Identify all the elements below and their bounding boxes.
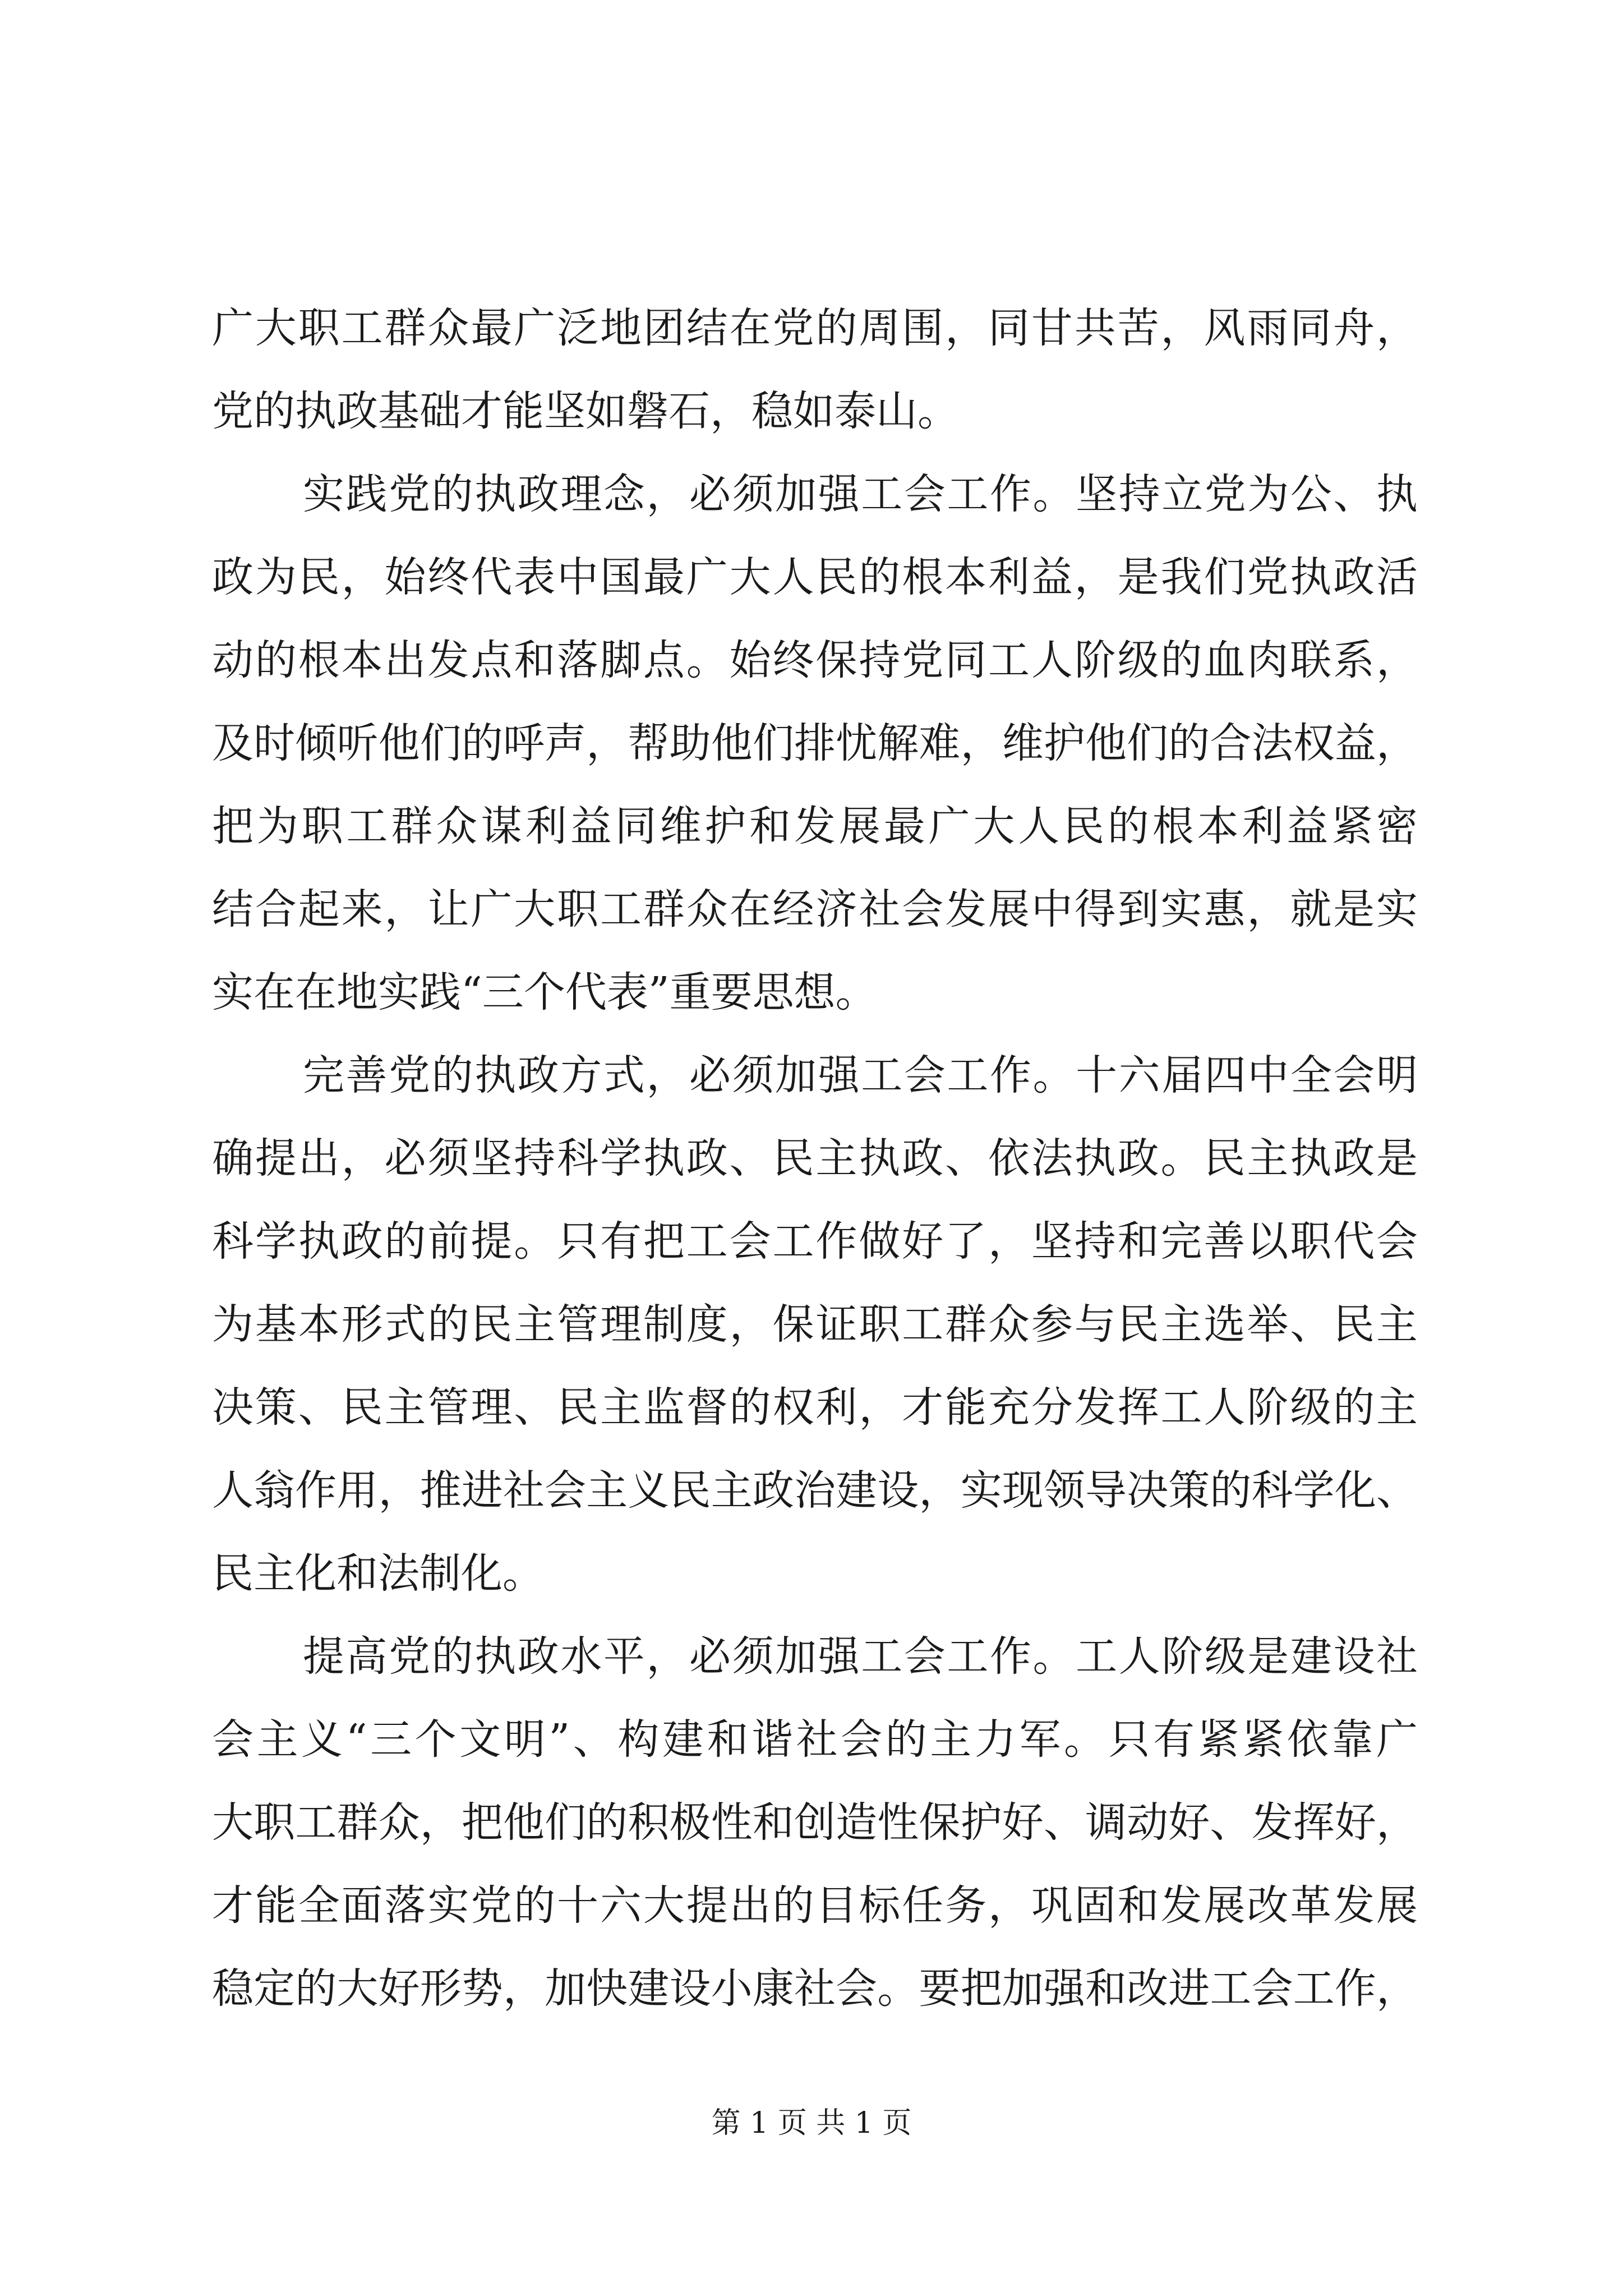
page-number-footer: 第 1 页 共 1 页	[711, 2106, 912, 2140]
text-line: 动的根本出发点和落脚点。始终保持党同工人阶级的血肉联系，	[212, 636, 1418, 684]
text-line: 会主义“三个文明”、构建和谐社会的主力军。只有紧紧依靠广	[212, 1715, 1418, 1764]
text-line: 才能全面落实党的十六大提出的目标任务，巩固和发展改革发展	[212, 1881, 1418, 1930]
text-line: 稳定的大好形势，加快建设小康社会。要把加强和改进工会工作，	[212, 1964, 1418, 2013]
text-line: 结合起来，让广大职工群众在经济社会发展中得到实惠，就是实	[212, 885, 1418, 933]
document-body	[212, 300, 1418, 2067]
text-line: 人翁作用，推进社会主义民主政治建设，实现领导决策的科学化、	[212, 1466, 1418, 1515]
paragraph-first-line: 实践党的执政理念，必须加强工会工作。坚持立党为公、执	[303, 470, 1418, 518]
text-line: 为基本形式的民主管理制度，保证职工群众参与民主选举、民主	[212, 1300, 1418, 1349]
text-line: 实在在地实践“三个代表”重要思想。	[212, 968, 877, 1016]
text-line: 及时倾听他们的呼声，帮助他们排忧解难，维护他们的合法权益，	[212, 719, 1418, 767]
text-line: 广大职工群众最广泛地团结在党的周围，同甘共苦，风雨同舟，	[212, 304, 1418, 352]
text-line: 科学执政的前提。只有把工会工作做好了，坚持和完善以职代会	[212, 1217, 1418, 1266]
text-line: 政为民，始终代表中国最广大人民的根本利益，是我们党执政活	[212, 553, 1418, 601]
text-line: 大职工群众，把他们的积极性和创造性保护好、调动好、发挥好，	[212, 1798, 1418, 1847]
paragraph-first-line: 提高党的执政水平，必须加强工会工作。工人阶级是建设社	[303, 1632, 1418, 1681]
text-line: 确提出，必须坚持科学执政、民主执政、依法执政。民主执政是	[212, 1134, 1418, 1182]
text-line: 民主化和法制化。	[212, 1549, 544, 1598]
text-line: 把为职工群众谋利益同维护和发展最广大人民的根本利益紧密	[212, 802, 1418, 850]
paragraph-first-line: 完善党的执政方式，必须加强工会工作。十六届四中全会明	[303, 1051, 1418, 1099]
text-line: 党的执政基础才能坚如磐石，稳如泰山。	[212, 387, 959, 435]
text-line: 决策、民主管理、民主监督的权利，才能充分发挥工人阶级的主	[212, 1383, 1418, 1432]
